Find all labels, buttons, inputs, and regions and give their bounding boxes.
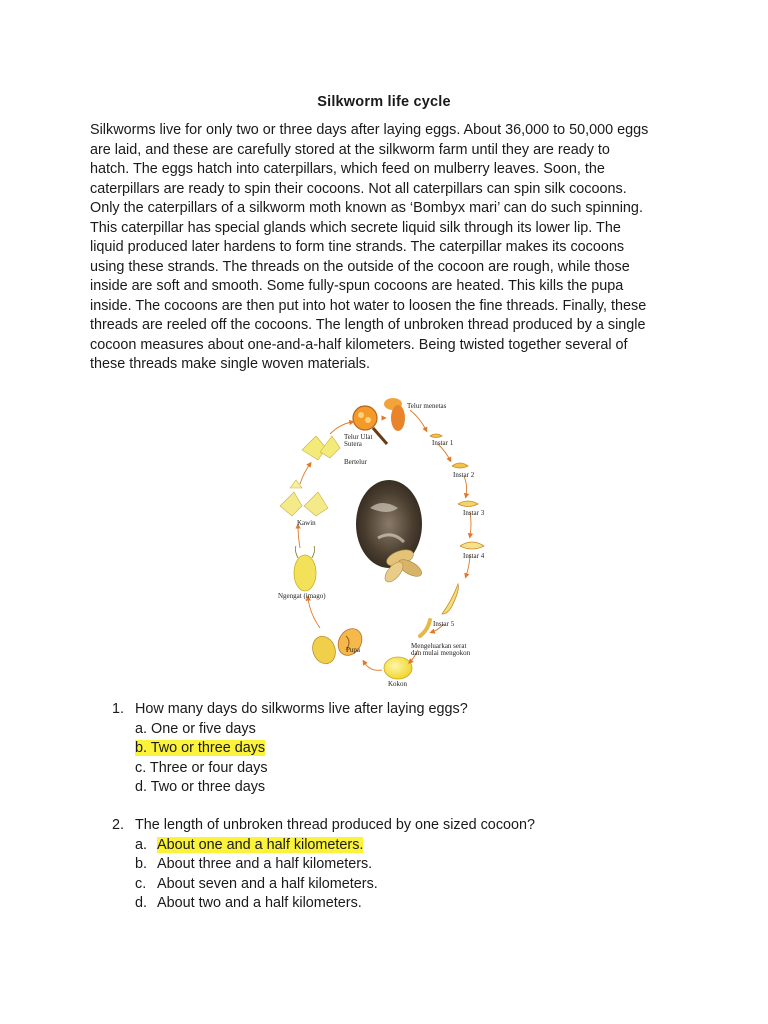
larva-instar5-icon [442,584,458,614]
label-bertelur: Bertelur [344,458,367,466]
passage-line: inside. The cocoons are then put into hot water to loosen the fine threads. Finally, these [90,297,647,314]
arrow-pupa-to-moth [308,598,320,628]
arrow-moth-to-mating [298,526,300,548]
egg-cluster-icon [384,398,405,431]
question-1 [112,700,468,798]
passage-line: Silkworms live for only two or three days after laying eggs. About 36,000 to 50,000 eggs [90,122,649,138]
passage-line: caterpillars are ready to spin their cocoons. Not all caterpillars can spin silk cocoons. [90,180,627,197]
passage-line: these threads make single woven materials. [90,356,370,372]
larva-instar2-icon [452,463,468,468]
arrow-instar2-to-instar3 [464,476,467,496]
label-kawin: Kawin [297,519,316,527]
question-text: How many days do silkworms live after laying eggs? [135,701,468,717]
label-mulai-mengokon: dan mulai mengokon [411,649,471,657]
passage-line: Only the caterpillars of a silkworm moth known as ‘Bombyx mari’ can do such spinning. [90,200,643,216]
egg-laying-moth-icon [302,436,340,460]
option-b-highlighted[interactable]: b. Two or three days [135,740,266,756]
label-telur-ulat-sutera: Sutera [344,440,362,448]
label-instar-4: Instar 4 [463,552,485,560]
label-instar-1: Instar 1 [432,439,454,447]
moth-icon [294,546,316,591]
larva-instar4-icon [460,542,484,549]
option-a[interactable]: a. One or five days [135,720,256,737]
label-instar-3: Instar 3 [463,509,485,517]
spinning-larva-icon [420,620,430,636]
silkworm-cocoon-photo [356,480,424,585]
question-1-stem [112,700,468,720]
arrow-mating-to-laying [300,464,310,484]
reading-passage [90,121,690,375]
option-b[interactable]: b. About three and a half kilometers. [135,856,373,872]
label-instar-2: Instar 2 [453,471,475,479]
option-c[interactable]: c. About seven and a half kilometers. [135,875,378,892]
question-2-stem [112,816,535,836]
option-a-highlighted[interactable]: a. About one and a half kilometers. [135,836,364,853]
option-d[interactable]: d. Two or three days [135,779,266,795]
larva-instar1-icon [430,434,442,438]
label-telur-menetas: Telur menetas [407,402,447,410]
larva-instar3-icon [458,501,478,507]
passage-line: are laid, and these are carefully stored at the silkworm farm until they are ready to [90,141,610,158]
passage-line: hatch. The eggs hatch into caterpillars, which feed on mulberry leaves. Soon, the [90,161,605,177]
document-title: Silkworm life cycle [317,94,451,110]
label-mengeluarkan-serat: Mengeluarkan serat [411,642,467,650]
passage-line: inside are soft and smooth. Some fully-spun cocoons are heated. This kills the pupa [90,278,624,294]
cocoon-icon [384,657,412,679]
label-instar-5: Instar 5 [433,620,455,628]
passage-line: threads are reeled off the cocoons. The length of unbroken thread produced by a single [90,317,646,333]
passage-line: cocoon measures about one-and-a-half kilometers. Being twisted together several of [90,336,628,353]
question-2 [112,816,535,914]
option-c[interactable]: c. Three or four days [135,759,268,776]
arrow-hatch-to-instar1 [410,410,426,430]
option-d[interactable]: d. About two and a half kilometers. [135,895,362,911]
question-text: The length of unbroken thread produced by one sized cocoon? [135,817,536,833]
label-kokon: Kokon [388,680,408,688]
arrow-cocoon-to-pupa [364,662,382,670]
mating-moths-icon [280,480,328,516]
label-telur-ulat: Telur Ulat [344,433,373,441]
passage-line: using these strands. The threads on the outside of the cocoon are rough, while those [90,258,630,275]
passage-line: liquid produced later hardens to form tine strands. The caterpillar makes its cocoons [90,239,625,255]
question-number: 2. [112,817,125,833]
passage-line: This caterpillar has special glands which secrete liquid silk through its lower lip. The [90,219,621,236]
question-number: 1. [112,701,125,717]
label-ngengat: Ngengat (imago) [278,592,326,600]
label-pupa: Pupa [346,646,360,654]
life-cycle-diagram [270,388,510,688]
